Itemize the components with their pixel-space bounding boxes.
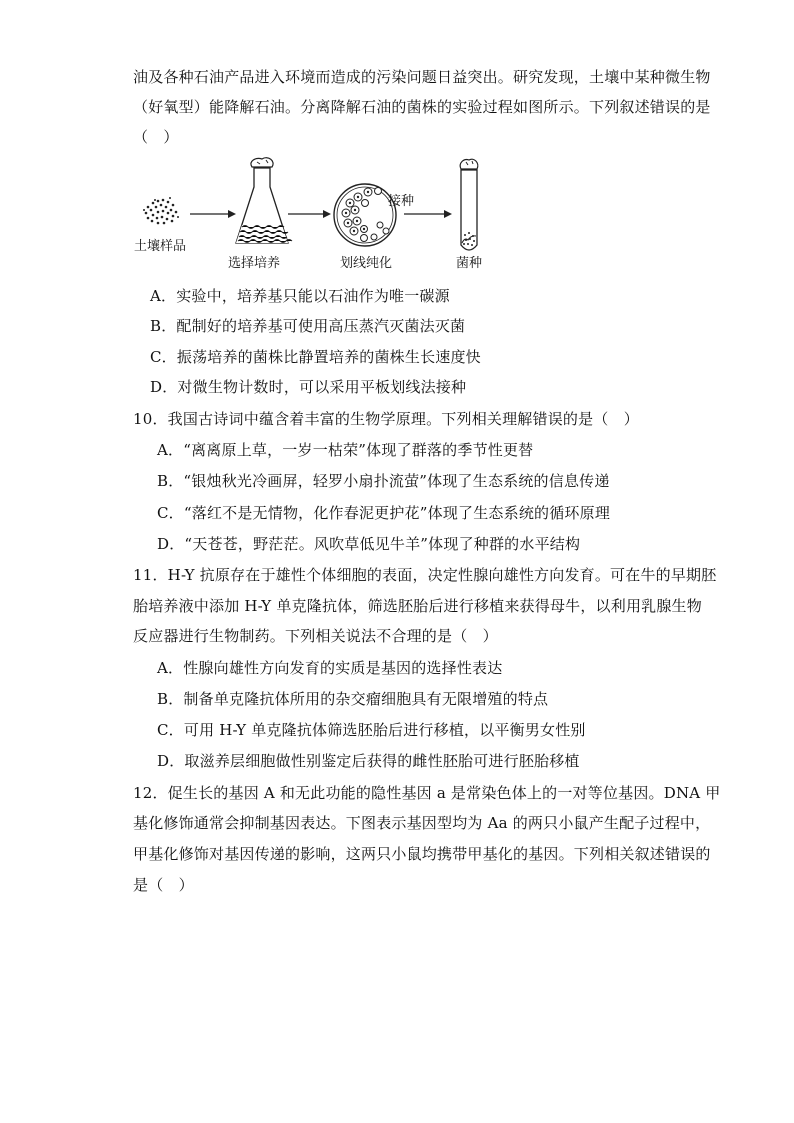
- q9-option-b: B．配制好的培养基可使用高压蒸汽灭菌法灭菌: [150, 317, 466, 335]
- q10-option-a: A．“离离原上草，一岁一枯荣”体现了群落的季节性更替: [157, 441, 534, 459]
- label-soil-sample: 土壤样品: [134, 239, 187, 254]
- flask-icon: [236, 158, 292, 243]
- q11-option-d: D．取滋养层细胞做性别鉴定后获得的雌性胚胎可进行胚胎移植: [157, 752, 580, 770]
- q10-stem: 10．我国古诗词中蕴含着丰富的生物学原理。下列相关理解错误的是（ ）: [133, 410, 639, 428]
- label-selective-culture: 选择培养: [228, 256, 281, 271]
- q9-stem-line-2: （好氧型）能降解石油。分离降解石油的菌株的实验过程如图所示。下列叙述错误的是: [133, 98, 711, 116]
- q9-option-a: A．实验中，培养基只能以石油作为唯一碳源: [150, 287, 450, 305]
- label-streak-purification: 划线纯化: [340, 256, 393, 271]
- q11-option-b: B．制备单克隆抗体所用的杂交瘤细胞具有无限增殖的特点: [157, 690, 549, 708]
- q12-stem-line-2: 基化修饰通常会抑制基因表达。下图表示基因型均为 Aa 的两只小鼠产生配子过程中，: [133, 814, 711, 832]
- q11-stem-line-2: 胎培养液中添加 H-Y 单克隆抗体，筛选胚胎后进行移植来获得母牛，以利用乳腺生物: [133, 597, 702, 615]
- label-inoculate: 接种: [388, 194, 415, 209]
- q11-stem-line-3: 反应器进行生物制药。下列相关说法不合理的是（ ）: [133, 627, 498, 645]
- petri-dish-icon: [334, 184, 396, 246]
- q12-stem-line-3: 甲基化修饰对基因传递的影响，这两只小鼠均携带甲基化的基因。下列相关叙述错误的: [133, 845, 711, 863]
- q9-experiment-figure: [128, 155, 548, 275]
- soil-sample-icon: [142, 197, 182, 226]
- q9-option-c: C．振荡培养的菌株比静置培养的菌株生长速度快: [150, 348, 481, 366]
- arrow-right-icon: [404, 210, 452, 218]
- test-tube-icon: [460, 159, 478, 250]
- arrow-right-icon: [288, 210, 331, 218]
- q9-option-d: D．对微生物计数时，可以采用平板划线法接种: [150, 378, 467, 396]
- q9-stem-line-3: （ ）: [133, 128, 179, 146]
- q11-option-c: C．可用 H-Y 单克隆抗体筛选胚胎后进行移植，以平衡男女性别: [157, 721, 586, 739]
- label-strain: 菌种: [456, 256, 483, 271]
- q11-stem-line-1: 11．H-Y 抗原存在于雄性个体细胞的表面，决定性腺向雄性方向发育。可在牛的早期胚: [133, 566, 717, 584]
- q11-option-a: A．性腺向雄性方向发育的实质是基因的选择性表达: [157, 659, 503, 677]
- arrow-right-icon: [190, 210, 236, 218]
- q10-option-d: D．“天苍苍，野茫茫。风吹草低见牛羊”体现了种群的水平结构: [157, 535, 581, 553]
- q12-stem-line-1: 12．促生长的基因 A 和无此功能的隐性基因 a 是常染色体上的一对等位基因。DNA 甲: [133, 784, 721, 802]
- q9-stem-line-1: 油及各种石油产品进入环境而造成的污染问题日益突出。研究发现，土壤中某种微生物: [133, 68, 711, 86]
- q10-option-b: B．“银烛秋光冷画屏，轻罗小扇扑流萤”体现了生态系统的信息传递: [157, 472, 610, 490]
- q12-stem-line-4: 是（ ）: [133, 876, 194, 894]
- q10-option-c: C．“落红不是无情物，化作春泥更护花”体现了生态系统的循环原理: [157, 504, 611, 522]
